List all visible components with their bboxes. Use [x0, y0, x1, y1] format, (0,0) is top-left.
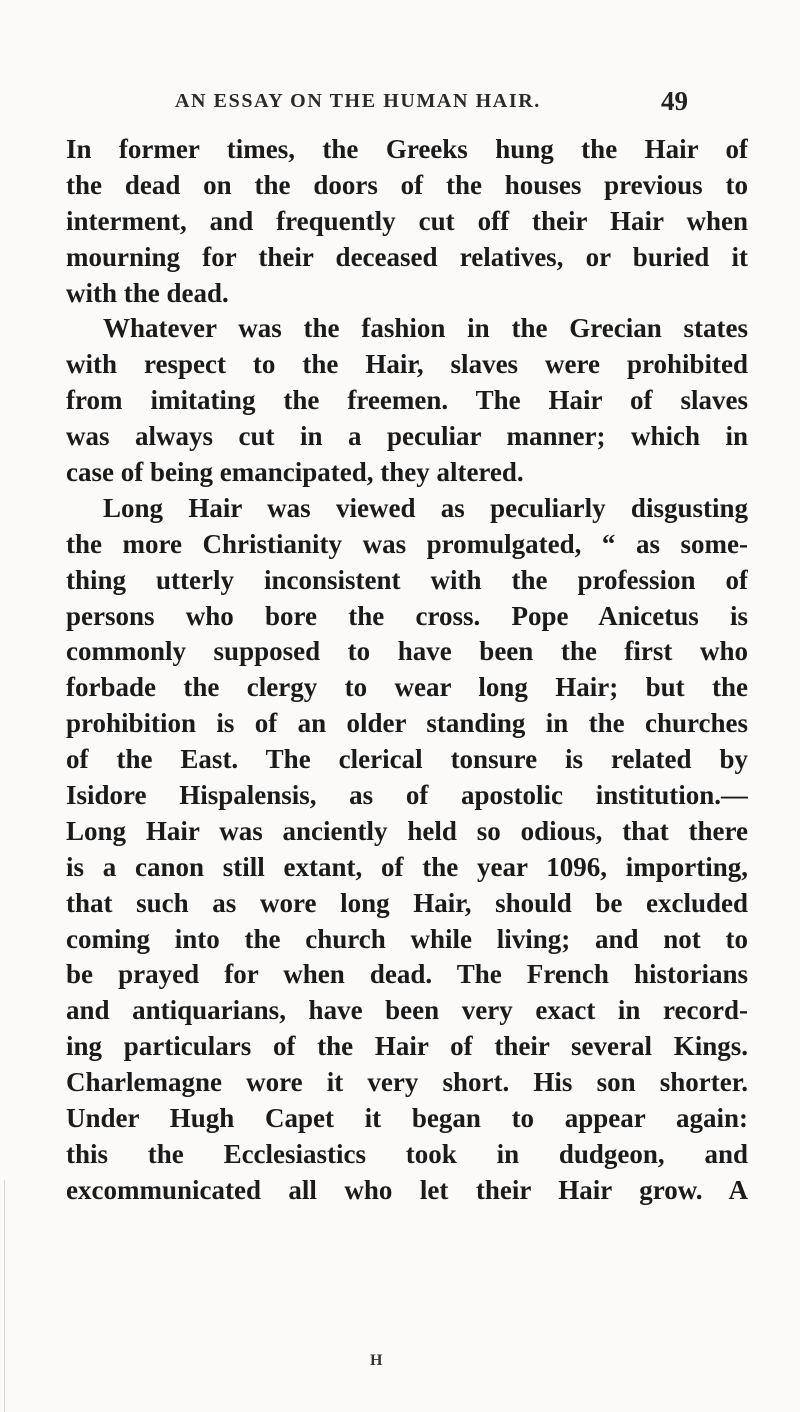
- text-line: with respect to the Hair, slaves were prohibited: [66, 349, 748, 380]
- body-text: [66, 132, 748, 1209]
- text-line: of the East. The clerical tonsure is related by: [66, 744, 748, 775]
- text-line: Isidore Hispalensis, as of apostolic institution.—: [66, 780, 748, 811]
- text-line: persons who bore the cross. Pope Anicetus is: [66, 600, 748, 631]
- text-line: In former times, the Greeks hung the Hair of: [66, 134, 748, 164]
- text-line: case of being emancipated, they altered.: [66, 457, 524, 488]
- text-line: mourning for their deceased relatives, or buried it: [66, 241, 748, 272]
- text-line: that such as wore long Hair, should be excluded: [66, 887, 748, 918]
- text-line: commonly supposed to have been the first who: [66, 636, 748, 667]
- text-line: coming into the church while living; and not to: [66, 923, 748, 954]
- text-line: this the Ecclesiastics took in dudgeon, and: [66, 1138, 748, 1169]
- text-line: the dead on the doors of the houses previous to: [66, 169, 748, 200]
- text-line: from imitating the freemen. The Hair of slaves: [66, 385, 748, 416]
- text-line: is a canon still extant, of the year 1096, importing,: [66, 851, 748, 882]
- page-number: 49: [661, 86, 688, 116]
- text-line: the more Christianity was promulgated, “ as some-: [66, 528, 748, 559]
- running-head: [0, 86, 800, 126]
- text-line: and antiquarians, have been very exact in record-: [66, 995, 748, 1026]
- text-line: prohibition is of an older standing in the churches: [66, 708, 748, 739]
- text-line: be prayed for when dead. The French historians: [66, 959, 748, 990]
- text-line: ing particulars of the Hair of their several Kings.: [66, 1031, 748, 1062]
- text-line: Whatever was the fashion in the Grecian states: [103, 313, 748, 344]
- text-line: with the dead.: [66, 277, 229, 308]
- text-line: forbade the clergy to wear long Hair; but the: [66, 672, 748, 703]
- text-line: Under Hugh Capet it began to appear again:: [66, 1103, 748, 1134]
- text-line: Long Hair was viewed as peculiarly disgusting: [103, 492, 748, 523]
- text-line: was always cut in a peculiar manner; which in: [66, 421, 748, 452]
- text-line: interment, and frequently cut off their Hair when: [66, 205, 748, 236]
- signature-mark: H: [370, 1352, 384, 1369]
- text-line: Charlemagne wore it very short. His son shorter.: [66, 1067, 748, 1098]
- text-line: thing utterly inconsistent with the profession of: [66, 564, 748, 595]
- text-line: Long Hair was anciently held so odious, that there: [66, 815, 748, 846]
- page-edge: [4, 1180, 5, 1412]
- text-line: excommunicated all who let their Hair grow. A: [66, 1174, 748, 1205]
- running-title: AN ESSAY ON THE HUMAN HAIR.: [175, 90, 541, 112]
